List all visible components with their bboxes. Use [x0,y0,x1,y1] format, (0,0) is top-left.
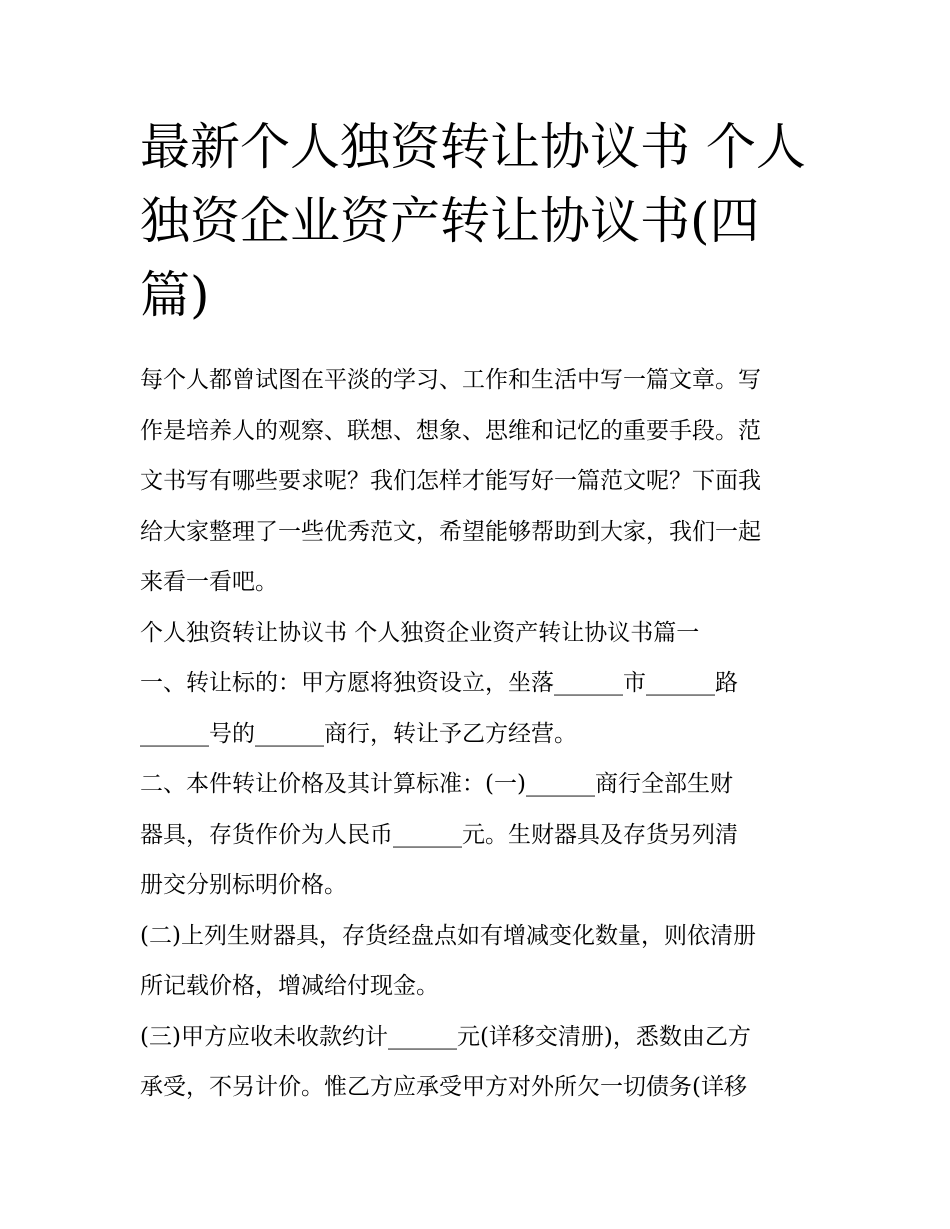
body-line: 所记载价格，增减给付现金。 [140,973,439,999]
body-line: 给大家整理了一些优秀范文，希望能够帮助到大家，我们一起 [140,518,761,545]
body-line: (二)上列生财器具，存货经盘点如有增减变化数量，则依清册 [140,922,756,949]
body-line: 每个人都曾试图在平淡的学习、工作和生活中写一篇文章。写 [140,367,761,393]
body-line: 器具，存货作价为人民币______元。生财器具及存货另列清 [140,821,738,848]
title-line: 篇) [140,266,210,324]
body-line: 文书写有哪些要求呢？我们怎样才能写好一篇范文呢？下面我 [140,468,761,494]
body-line: 作是培养人的观察、联想、想象、思维和记忆的重要手段。范 [140,417,761,444]
document-body [140,355,820,1113]
title-line: 最新个人独资转让协议书 个人 [140,118,806,176]
body-line: ______号的______商行，转让予乙方经营。 [140,720,577,747]
document-title [140,110,820,332]
body-line: 来看一看吧。 [140,569,278,595]
body-line: 承受，不另计价。惟乙方应承受甲方对外所欠一切债务(详移 [140,1074,747,1100]
body-line: 一、转让标的：甲方愿将独资设立，坐落______市______路 [140,670,738,696]
body-line: (三)甲方应收未收款约计______元(详移交清册)，悉数由乙方 [140,1023,751,1050]
body-line: 册交分别标明价格。 [140,872,347,898]
section-heading: 个人独资转让协议书 个人独资企业资产转让协议书篇一 [140,619,700,646]
body-line: 二、本件转让价格及其计算标准：(一)______商行全部生财 [140,771,733,797]
title-line: 独资企业资产转让协议书(四 [140,192,760,250]
